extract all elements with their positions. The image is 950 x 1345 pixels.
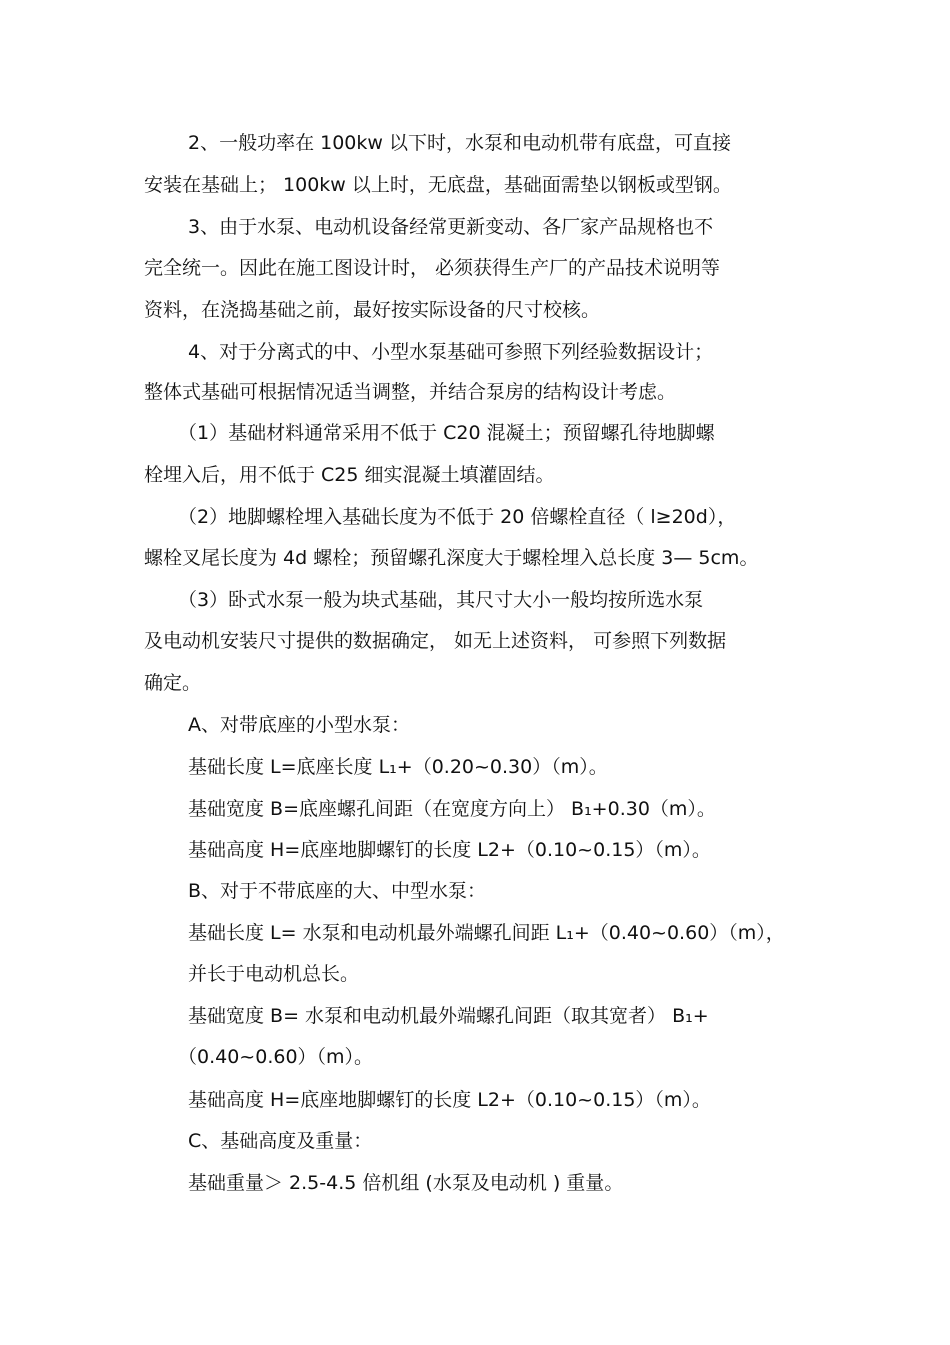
text-line: （0.40~0.60）（m）。 [178, 1046, 374, 1068]
text-line: A、对带底座的小型水泵： [188, 714, 410, 736]
text-line: 基础重量＞ 2.5-4.5 倍机组 (水泵及电动机 ) 重量。 [188, 1172, 624, 1194]
text-line: 2、一般功率在 100kw 以下时，水泵和电动机带有底盘，可直接 [188, 132, 731, 154]
text-line: 确定。 [144, 672, 202, 694]
text-line: 基础宽度 B=底座螺孔间距（在宽度方向上） B₁+0.30（m）。 [188, 798, 716, 820]
text-line: C、基础高度及重量： [188, 1130, 373, 1152]
text-line: （2）地脚螺栓埋入基础长度为不低于 20 倍螺栓直径（ l≥20d）， [178, 506, 737, 528]
text-line: 螺栓叉尾长度为 4d 螺栓；预留螺孔深度大于螺栓埋入总长度 3— 5cm。 [144, 547, 759, 569]
text-line: 基础长度 L= 水泵和电动机最外端螺孔间距 L₁+（0.40~0.60）（m）， [188, 922, 785, 944]
text-line: 完全统一。因此在施工图设计时， 必须获得生产厂的产品技术说明等 [144, 257, 721, 279]
text-line: 安装在基础上； 100kw 以上时，无底盘，基础面需垫以钢板或型钢。 [144, 174, 732, 196]
text-line: 栓埋入后，用不低于 C25 细实混凝土填灌固结。 [144, 464, 555, 486]
text-line: 3、由于水泵、电动机设备经常更新变动、各厂家产品规格也不 [188, 216, 714, 238]
text-line: 基础高度 H=底座地脚螺钉的长度 L2+（0.10~0.15）（m）。 [188, 839, 711, 861]
text-line: 基础高度 H=底座地脚螺钉的长度 L2+（0.10~0.15）（m）。 [188, 1089, 711, 1111]
text-line: 资料，在浇捣基础之前，最好按实际设备的尺寸校核。 [144, 299, 601, 321]
text-line: 整体式基础可根据情况适当调整，并结合泵房的结构设计考虑。 [144, 381, 677, 403]
text-line: B、对于不带底座的大、中型水泵： [188, 880, 487, 902]
text-line: （3）卧式水泵一般为块式基础，其尺寸大小一般均按所选水泵 [178, 589, 704, 611]
text-line: 并长于电动机总长。 [188, 963, 360, 985]
text-line: 基础长度 L=底座长度 L₁+（0.20~0.30）（m）。 [188, 756, 608, 778]
text-line: （1）基础材料通常采用不低于 C20 混凝土；预留螺孔待地脚螺 [178, 422, 715, 444]
text-line: 及电动机安装尺寸提供的数据确定， 如无上述资料， 可参照下列数据 [144, 630, 727, 652]
text-line: 基础宽度 B= 水泵和电动机最外端螺孔间距（取其宽者） B₁+ [188, 1005, 709, 1027]
text-line: 4、对于分离式的中、小型水泵基础可参照下列经验数据设计； [188, 341, 714, 363]
